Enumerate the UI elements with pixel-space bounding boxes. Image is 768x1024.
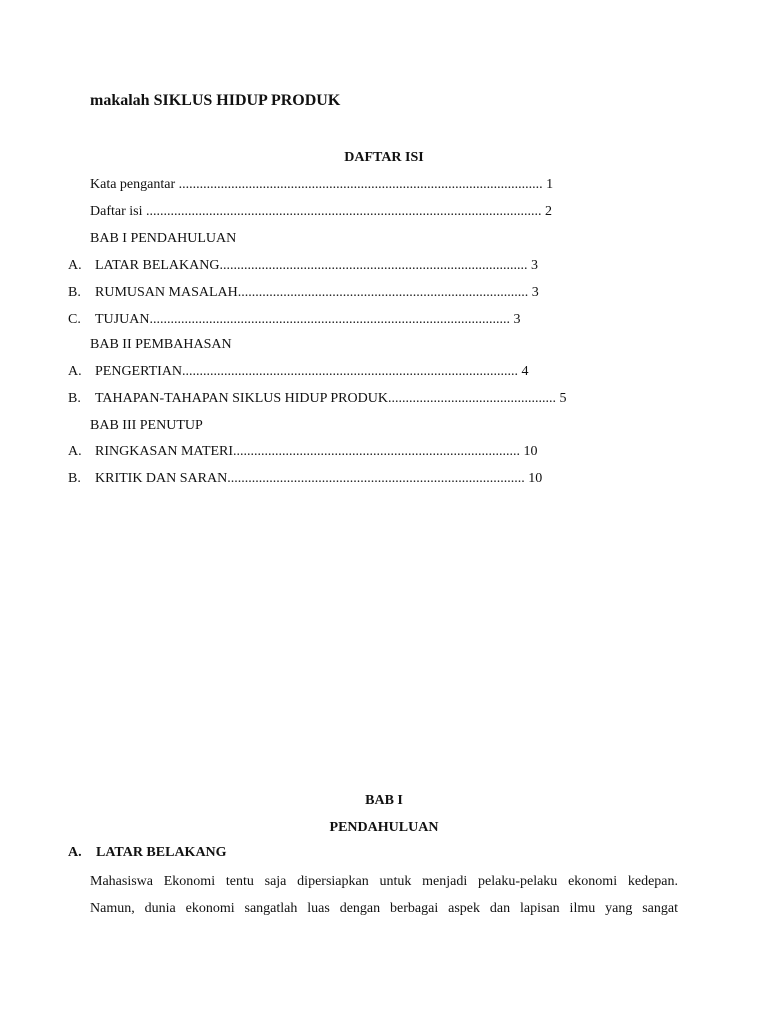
toc-entry [68, 311, 520, 329]
section-heading [68, 845, 227, 861]
toc-entry-text: RINGKASAN MATERI.................................................................................. 10 [95, 444, 538, 459]
toc-entry-text: Daftar isi ................................................................................................................. 2 [90, 204, 552, 219]
toc-entry-text: BAB III PENUTUP [90, 418, 203, 433]
toc-entry [68, 390, 566, 408]
toc-entry-text: KRITIK DAN SARAN..................................................................................... 10 [95, 471, 543, 486]
toc-entry [68, 470, 542, 488]
body-paragraph-line: Namun, dunia ekonomi sangatlah luas dengan berbagai aspek dan lapisan ilmu yang sangat [90, 901, 678, 916]
toc-entry [90, 176, 553, 194]
toc-entry [68, 257, 538, 275]
toc-entry [90, 203, 552, 221]
toc-entry [68, 443, 538, 461]
section-title: LATAR BELAKANG [96, 845, 227, 860]
toc-entry-marker: C. [68, 312, 81, 327]
toc-chapter-heading [90, 336, 232, 354]
toc-entry-text: TUJUAN....................................................................................................... 3 [95, 312, 521, 327]
section-marker: A. [68, 845, 82, 860]
body-paragraph-line: Mahasiswa Ekonomi tentu saja dipersiapkan untuk menjadi pelaku-pelaku ekonomi kedepan. [90, 874, 678, 889]
toc-entry-text: RUMUSAN MASALAH................................................................................... 3 [95, 285, 539, 300]
toc-entry-text: BAB I PENDAHULUAN [90, 231, 237, 246]
toc-heading: DAFTAR ISI [344, 150, 424, 165]
toc-entry-text: Kata pengantar ........................................................................................................ 1 [90, 177, 554, 192]
chapter-number: BAB I [365, 793, 403, 808]
toc-chapter-heading [90, 417, 203, 435]
toc-entry-marker: A. [68, 444, 82, 459]
toc-entry-marker: A. [68, 364, 82, 379]
toc-entry-text: PENGERTIAN................................................................................................ 4 [95, 364, 529, 379]
toc-entry-text: TAHAPAN-TAHAPAN SIKLUS HIDUP PRODUK................................................ 5 [95, 391, 567, 406]
toc-entry-marker: B. [68, 391, 81, 406]
toc-entry-text: BAB II PEMBAHASAN [90, 337, 232, 352]
toc-entry [68, 363, 529, 381]
toc-entry-text: LATAR BELAKANG........................................................................................ 3 [95, 258, 538, 273]
toc-entry-marker: B. [68, 471, 81, 486]
toc-entry-marker: A. [68, 258, 82, 273]
toc-entry [68, 284, 539, 302]
chapter-title: PENDAHULUAN [329, 820, 439, 835]
toc-entry-marker: B. [68, 285, 81, 300]
document-title: makalah SIKLUS HIDUP PRODUK [90, 92, 341, 109]
toc-chapter-heading [90, 230, 236, 248]
